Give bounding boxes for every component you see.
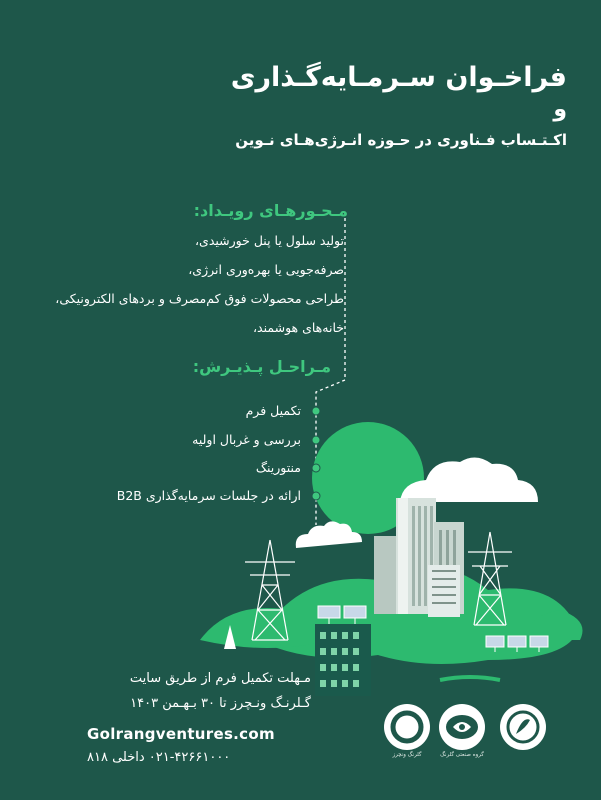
logo-caption: گلرنگ ونچرز bbox=[392, 752, 422, 758]
axis-item: صرفه‌جویی یا بهره‌وری انرژی، bbox=[188, 262, 344, 277]
golrang-industrial-group-logo bbox=[439, 704, 485, 750]
phone-number: ۰۲۱-۴۲۶۶۱۰۰۰ داخلی ۸۱۸ bbox=[87, 750, 231, 765]
deadline-line-2: گـلرنـگ ونـچرز تا ۳۰ بـهـمن ۱۴۰۳ bbox=[130, 696, 311, 711]
axis-item: خانه‌های هوشمند، bbox=[253, 320, 344, 335]
building bbox=[374, 536, 398, 614]
stage-item: بررسی و غربال اولیه bbox=[192, 432, 301, 447]
stage-item: ارائه در جلسات سرمایه‌گذاری B2B bbox=[116, 488, 301, 503]
page-subtitle: اکـتـساب فـناوری در حـوزه انـرژی‌هـای نـوین bbox=[235, 131, 567, 149]
university-logo bbox=[500, 704, 546, 750]
axes-heading: مـحـورهـای رویـداد: bbox=[193, 201, 348, 220]
stages-heading: مـراحـل پـذیـرش: bbox=[192, 357, 331, 376]
deadline-line-1: مـهلت تکمیل فرم از طریق سایت bbox=[129, 671, 311, 686]
golrang-ventures-logo bbox=[384, 704, 430, 750]
website-link[interactable]: Golrangventures.com bbox=[87, 725, 275, 743]
axis-item: تولید سلول یا پنل خورشیدی، bbox=[195, 233, 344, 248]
page-title: فراخـوان سـرمـایه‌گـذاری bbox=[230, 62, 567, 93]
axis-item: طراحی محصولات فوق کم‌مصرف و بردهای الکترونیکی، bbox=[55, 291, 344, 306]
stage-item: تکمیل فرم bbox=[245, 403, 301, 418]
title-conjunction: و bbox=[553, 97, 567, 122]
stage-item: منتورینگ bbox=[255, 460, 301, 475]
solar-panel-icon bbox=[486, 636, 548, 652]
logo-caption: گروه صنعتی گلرنگ bbox=[440, 752, 484, 758]
